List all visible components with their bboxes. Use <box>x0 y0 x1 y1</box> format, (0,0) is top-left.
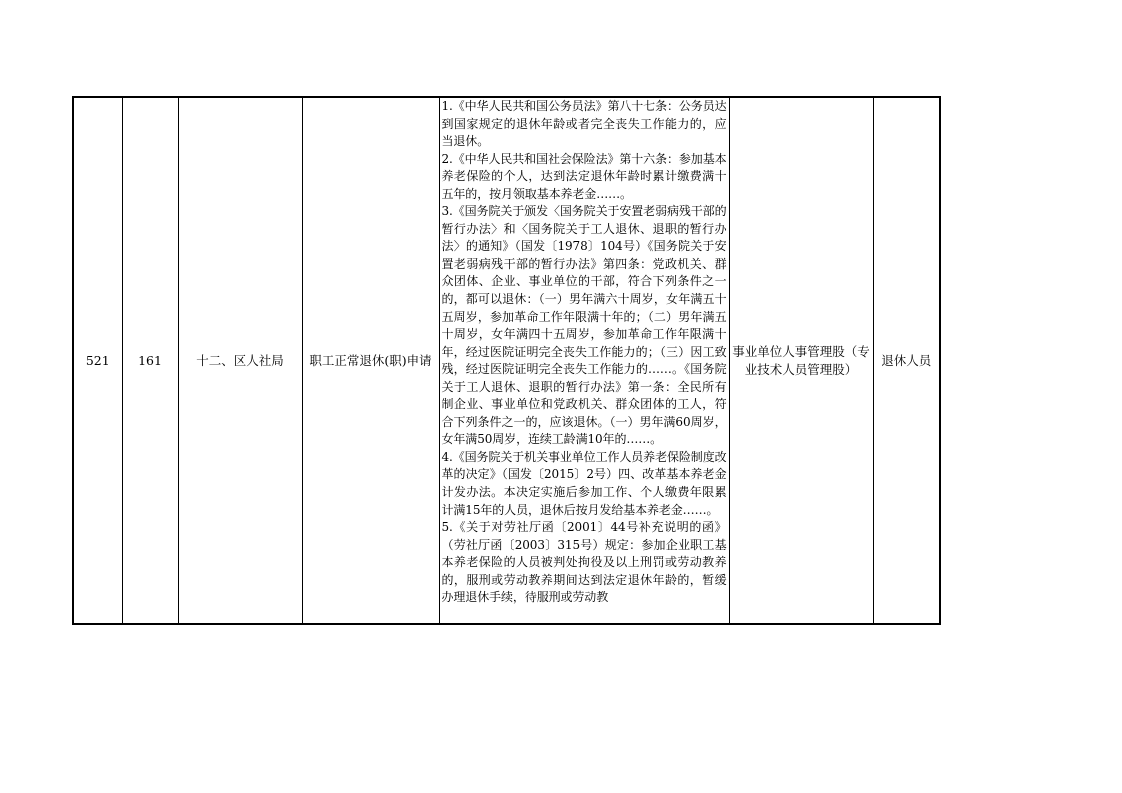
basis-item-5: 5.《关于对劳社厅函〔2001〕44号补充说明的函》（劳社厅函〔2003〕315号）规定：参加企业职工基本养老保险的人员被判处拘役及以上刑罚或劳动教养的，服刑或劳动教养期间达到法定退休年龄的，暂缓办理退休手续，待服刑或劳动教 <box>441 520 727 605</box>
legal-basis-cell <box>439 97 729 624</box>
seq-cell: 521 <box>73 97 122 624</box>
basis-item-1: 1.《中华人民共和国公务员法》第八十七条：公务员达到国家规定的退休年龄或者完全丧失工作能力的，应当退休。 <box>441 99 727 149</box>
department-cell: 十二、区人社局 <box>178 97 302 624</box>
item-name-cell: 职工正常退休(职)申请 <box>302 97 439 624</box>
basis-item-4: 4.《国务院关于机关事业单位工作人员养老保险制度改革的决定》（国发〔2015〕2号）四、改革基本养老金计发办法。本决定实施后参加工作、个人缴费年限累计满15年的人员，退休后按月发给基本养老金……。 <box>441 449 727 517</box>
target-cell: 退休人员 <box>873 97 940 624</box>
table-row <box>73 97 940 624</box>
basis-item-3: 3.《国务院关于颁发〈国务院关于安置老弱病残干部的暂行办法〉和〈国务院关于工人退休、退职的暂行办法〉的通知》（国发〔1978〕104号）《国务院关于安置老弱病残干部的暂行办法》第四条：党政机关、群众团体、企业、事业单位的干部，符合下列条件之一的，都可以退休：（一）男年满六十周岁，女年满五十五周岁，参加革命工作年限满十年的；（二）男年满五十周岁，女年满四十五周岁，参加革命工作年限满十年，经过医院证明完全丧失工作能力的；（三）因工致残，经过医院证明完全丧失工作能力的……。《国务院关于工人退休、退职的暂行办法》第一条：全民所有制企业、事业单位和党政机关、群众团体的工人，符合下列条件之一的，应该退休。（一）男年满60周岁，女年满50周岁，连续工龄满10年的……。 <box>441 204 727 447</box>
permission-table <box>72 96 941 625</box>
responsible-unit-cell: 事业单位人事管理股（专业技术人员管理股） <box>729 97 873 624</box>
sub-seq-cell: 161 <box>122 97 178 624</box>
basis-item-2: 2.《中华人民共和国社会保险法》第十六条：参加基本养老保险的个人，达到法定退休年龄时累计缴费满十五年的，按月领取基本养老金……。 <box>441 151 727 201</box>
